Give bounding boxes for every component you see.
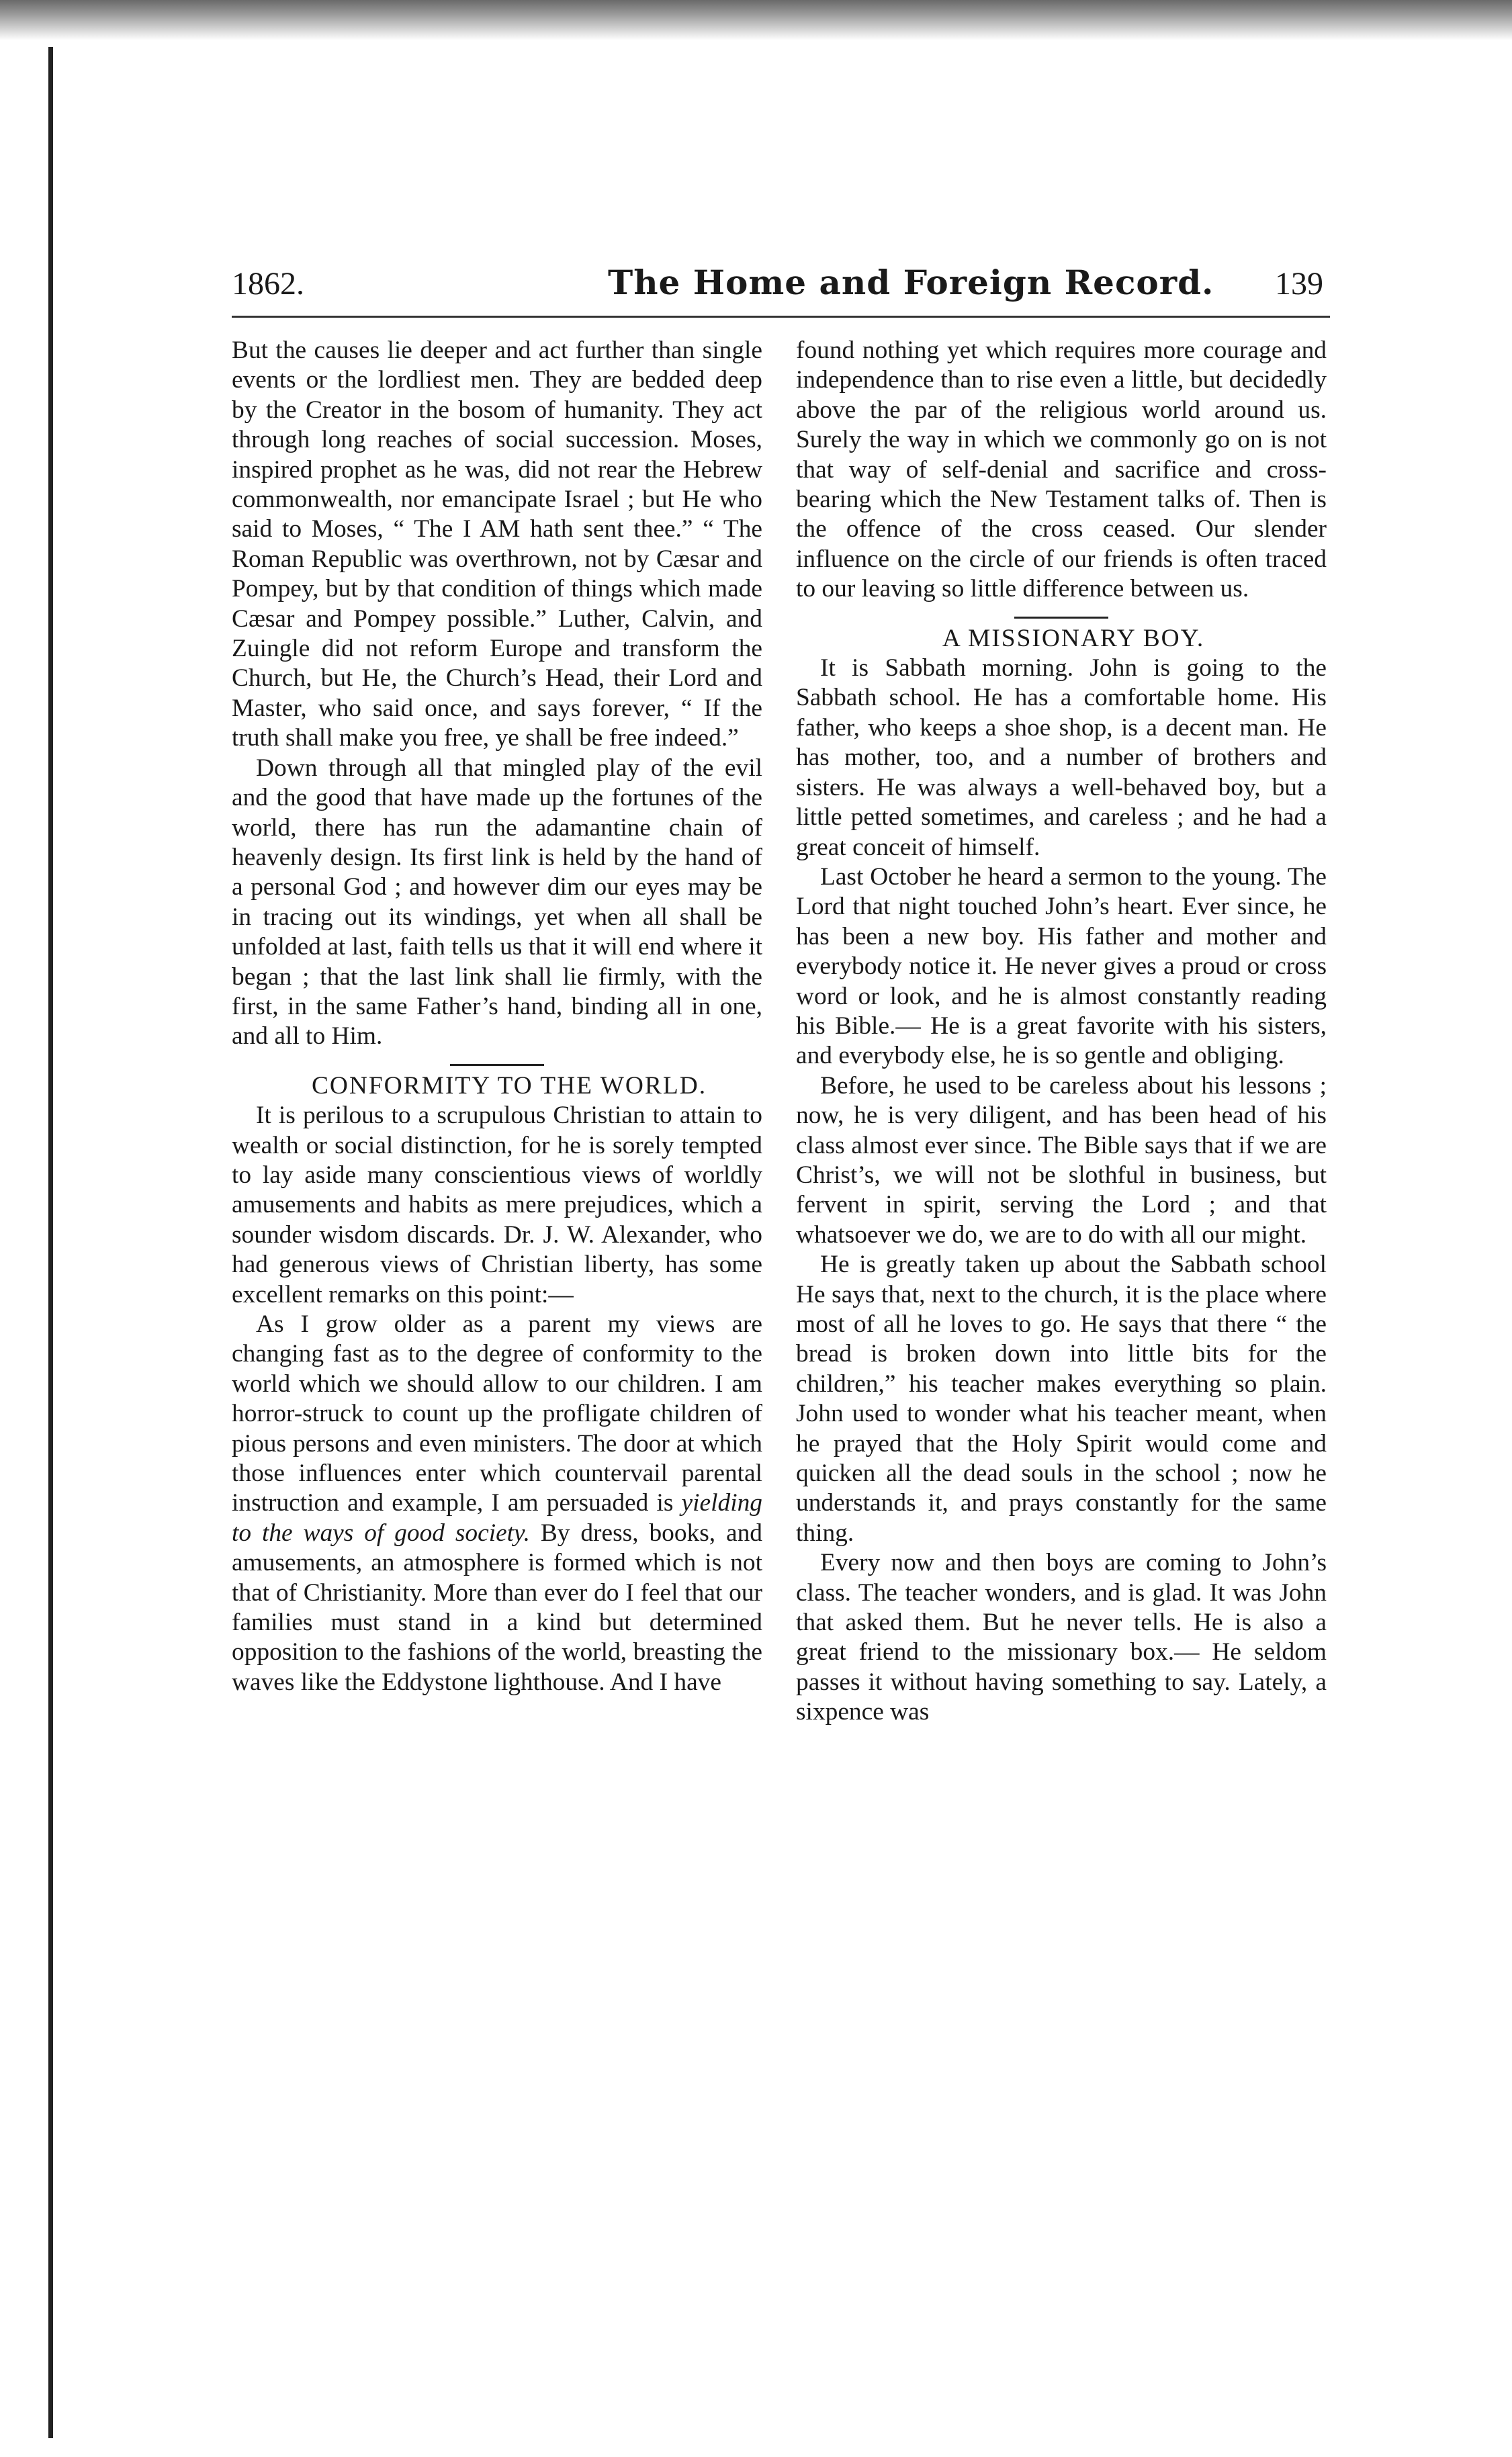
paragraph: found nothing yet which requires more courage and independence than to rise even a little, but decidedly above the par of the religious world around us. Surely the way in which we commonly go on is not that way of self-denial and sacrifice and cross-bearing which the New Testament talks of. Then is the offence of the cross ceased. Our slender influence on the circle of our friends is often traced to our leaving so little difference between us. bbox=[796, 337, 1327, 603]
paragraph: But the causes lie deeper and act further than single events or the lordliest men. They are bedded deep by the Creator in the bosom of humanity. They act through long reaches of social succession. Moses, inspired prophet as he was, did not rear the Hebrew commonwealth, nor emancipate Israel ; but He who said to Moses, “ The I AM hath sent thee.” “ The Roman Republic was overthrown, not by Cæsar and Pompey, but by that condition of things which made Cæsar and Pompey possible.” Luther, Calvin, and Zuingle did not reform Europe and transform the Church, but He, the Church’s Head, their Lord and Master, who said once, and says forever, “ If the truth shall make you free, ye shall be free indeed.” bbox=[232, 337, 762, 752]
paragraph: Last October he heard a sermon to the young. The Lord that night touched John’s heart. Ever since, he has been a new boy. His father and mother and everybody notice it. He never gives a proud or cross word or look, and he is almost constantly reading his Bible.— He is a great favorite with his sisters, and everybody else, he is so gentle and obliging. bbox=[796, 862, 1327, 1070]
section-heading-conformity: CONFORMITY TO THE WORLD. bbox=[311, 1071, 707, 1100]
section-heading-missionary-boy: A MISSIONARY BOY. bbox=[942, 624, 1205, 652]
scanned-page-top-edge bbox=[0, 0, 1512, 40]
header-year: 1862. bbox=[232, 266, 304, 302]
text-run: By dress, books, and amusements, an atmosphere is formed which is not that of Christianity. More than ever do I feel that our families must stand in a kind but determined opposition to the fashions of the world, breasting the waves like the Eddystone lighthouse. And I have bbox=[232, 1519, 762, 1696]
header-rule bbox=[232, 316, 1330, 318]
section-divider bbox=[1014, 617, 1108, 619]
text-run: As I grow older as a parent my views are changing fast as to the degree of conformity to the world which we should allow to our children. I am horror-struck to count up the profligate children of pious persons and even ministers. The door at which those influences enter which countervail parental instruction and example, I am persuaded is bbox=[232, 1310, 762, 1517]
italic-emphasis: yielding to the ways of good society. bbox=[232, 1489, 762, 1547]
paragraph: It is perilous to a scrupulous Christian to attain to wealth or social distinction, for he is sorely tempted to lay aside many conscientious views of worldly amusements and habits as mere prejudices, which a sounder wisdom discards. Dr. J. W. Alexander, who had generous views of Christian liberty, has some excellent remarks on this point:— bbox=[232, 1102, 762, 1308]
paragraph: Every now and then boys are coming to John’s class. The teacher wonders, and is glad. It was John that asked them. But he never tells. He is also a great friend to the missionary box.— He seldom passes it without having something to say. Lately, a sixpence was bbox=[796, 1549, 1327, 1726]
left-column bbox=[232, 336, 762, 2351]
section-divider bbox=[450, 1064, 544, 1066]
paragraph: He is greatly taken up about the Sabbath school He says that, next to the church, it is the place where most of all he loves to go. He says that there “ the bread is broken down into little bits for the children,” his teacher makes everything so plain. John used to wonder what his teacher meant, when he prayed that the Holy Spirit would come and quicken all the dead souls in the school ; now he understands it, and prays constantly for the same thing. bbox=[796, 1251, 1327, 1547]
quoted-paragraph bbox=[232, 1310, 762, 1697]
journal-title: The Home and Foreign Record. bbox=[608, 263, 1214, 302]
paragraph: It is Sabbath morning. John is going to the Sabbath school. He has a comfortable home. His father, who keeps a shoe shop, is a decent man. He has mother, too, and a number of brothers and sisters. He was always a well-behaved boy, but a little petted sometimes, and careless ; and he had a great conceit of himself. bbox=[796, 654, 1327, 861]
paragraph: Before, he used to be careless about his lessons ; now, he is very diligent, and has been head of his class almost ever since. The Bible says that if we are Christ’s, we will not be slothful in business, but fervent in spirit, serving the Lord ; and that whatsoever we do, we are to do with all our might. bbox=[796, 1071, 1327, 1249]
paragraph: Down through all that mingled play of the evil and the good that have made up the fortunes of the world, there has run the adamantine chain of heavenly design. Its first link is held by the hand of a personal God ; and however dim our eyes may be in tracing out its windings, yet when all shall be unfolded at last, faith tells us that it will end where it began ; that the last link shall lie firmly, with the first, in the same Father’s hand, binding all in one, and all to Him. bbox=[232, 754, 762, 1051]
page-number: 139 bbox=[1275, 266, 1323, 302]
right-column bbox=[796, 336, 1327, 2351]
page-margin-line bbox=[48, 47, 53, 2438]
running-header bbox=[232, 265, 1330, 319]
